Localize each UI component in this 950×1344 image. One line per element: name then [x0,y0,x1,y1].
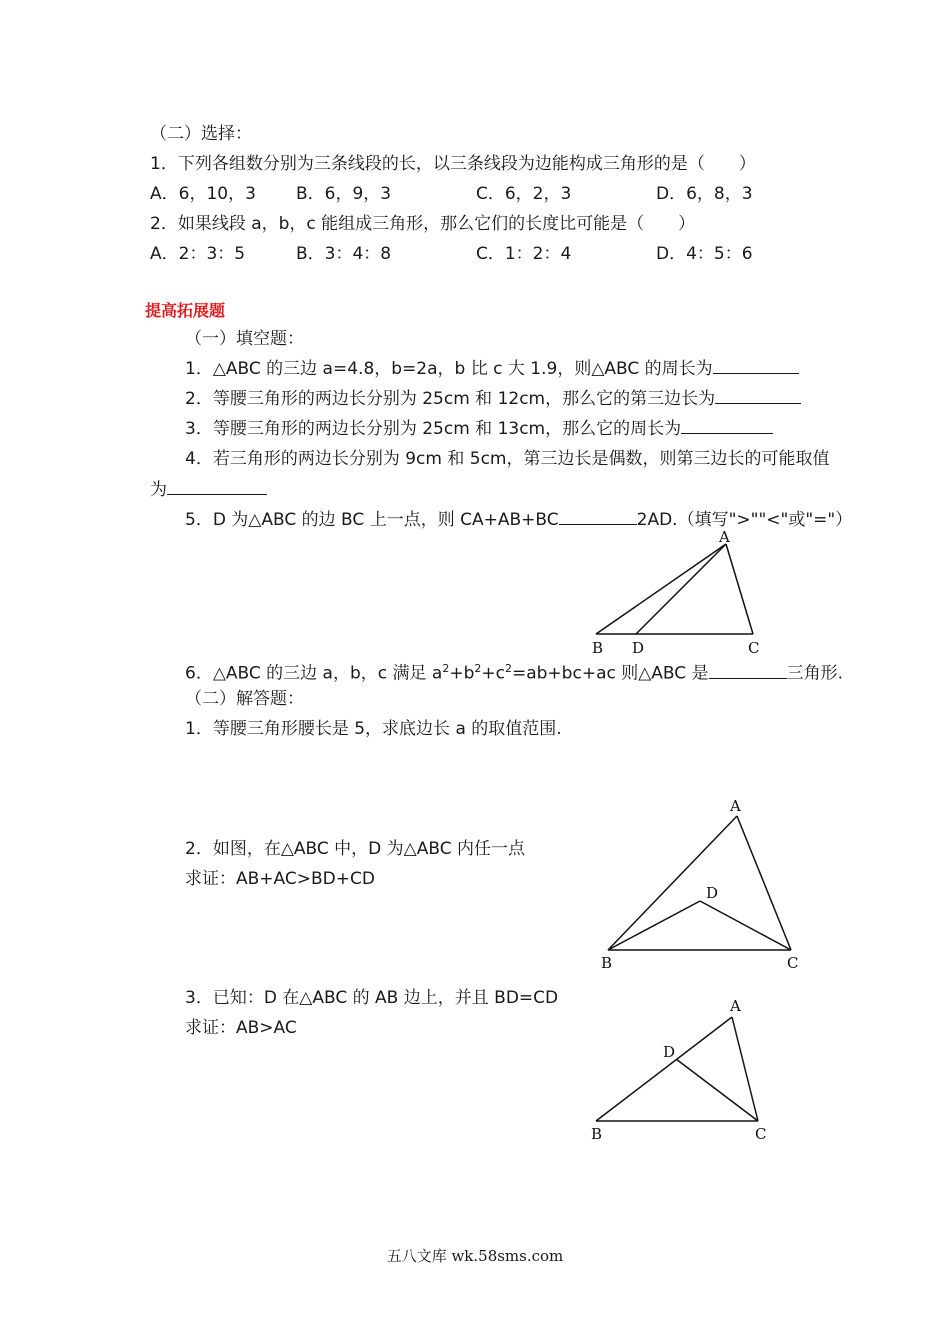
page-footer: 五八文库 wk.58sms.com [386,1247,564,1265]
fill-q4-blank[interactable] [167,478,267,495]
fig3-label-d: D [663,1043,676,1061]
q2-option-d: D．4：5：6 [656,244,753,264]
fig2-edge-bd [608,901,700,950]
q2-option-b: B．3：4：8 [296,244,392,264]
figure-triangle-ab [580,995,780,1145]
solve-heading: （二）解答题： [185,689,304,709]
fill-q6-mid3: =ab+bc+ac 则△ABC 是 [511,663,709,684]
fill-q5-text: 5．D 为△ABC 的边 BC 上一点，则 CA+AB+BC [185,510,559,530]
fill-q4-text2: 为 [150,480,167,500]
fig1-label-b: B [592,639,604,657]
fill-q6-mid1: +b [449,663,475,684]
fill-q1 [185,357,799,380]
fill-q2-text: 2．等腰三角形的两边长分别为 25cm 和 12cm，那么它的第三边长为 [185,389,716,409]
q1-option-d: D．6，8，3 [656,184,753,204]
fig2-label-b: B [601,954,613,972]
fill-q6-after: 三角形. [786,663,843,684]
figure-triangle-interior [590,790,810,975]
fig2-edge-ab [608,816,737,950]
choice-heading: （二）选择： [150,124,252,144]
fill-heading: （一）填空题： [185,329,304,349]
solve-q3-line2: 求证：AB>AC [185,1018,297,1038]
fig1-edge-ab [596,544,726,634]
advanced-title: 提高拓展题 [145,301,226,320]
fig3-edge-dc [676,1059,758,1121]
fill-q6-blank[interactable] [709,662,787,679]
fig1-edge-ac [726,544,753,634]
fill-q6-sup3: 2 [504,662,512,675]
fig2-label-d: D [706,884,719,902]
fig1-label-d: D [632,639,645,657]
fig3-edge-ac [732,1017,758,1121]
fill-q1-blank[interactable] [713,357,799,374]
solve-q3-line1: 3．已知：D 在△ABC 的 AB 边上，并且 BD=CD [185,988,559,1008]
fill-q6-text: 6．△ABC 的三边 a，b，c 满足 a [185,663,443,684]
q2-option-c: C．1：2：4 [476,244,572,264]
fill-q2 [185,387,801,410]
fill-q1-text: 1．△ABC 的三边 a=4.8，b=2a，b 比 c 大 1.9，则△ABC 的周长为 [185,359,713,379]
solve-q2-line2: 求证：AB+AC>BD+CD [185,869,375,889]
fill-q3 [185,417,773,440]
fig1-edge-ad [636,544,726,634]
fig1-label-a: A [719,528,730,546]
fig2-label-a: A [730,797,741,815]
fill-q2-blank[interactable] [715,387,801,404]
fig3-label-b: B [591,1125,603,1143]
q1-option-c: C．6，2，3 [476,184,572,204]
fig3-edge-ab [596,1017,732,1121]
fig2-edge-dc [700,901,791,950]
fill-q6-sup1: 2 [442,662,450,675]
fill-q4-line2 [150,478,267,501]
fill-q3-blank[interactable] [681,417,773,434]
fig2-edge-ac [737,816,791,950]
choice-q1: 1．下列各组数分别为三条线段的长，以三条线段为边能构成三角形的是（ ） [150,154,756,174]
fill-q5-blank[interactable] [559,508,637,525]
fill-q4-line1: 4．若三角形的两边长分别为 9cm 和 5cm，第三边长是偶数，则第三边长的可能取值 [185,449,830,469]
solve-q2-line1: 2．如图，在△ABC 中，D 为△ABC 内任一点 [185,839,525,859]
fill-q3-text: 3．等腰三角形的两边长分别为 25cm 和 13cm，那么它的周长为 [185,419,682,439]
solve-q1: 1．等腰三角形腰长是 5，求底边长 a 的取值范围. [185,719,562,739]
fill-q5-text2: 2AD.（填写">""<"或"="） [636,510,853,530]
fig1-label-c: C [748,639,760,657]
fill-q6-sup2: 2 [474,662,482,675]
q1-option-b: B．6，9，3 [296,184,392,204]
fig3-label-a: A [730,997,741,1015]
choice-q2: 2．如果线段 a，b，c 能组成三角形，那么它们的长度比可能是（ ） [150,214,696,234]
fill-q6 [185,658,843,685]
q2-option-a: A．2：3：5 [150,244,246,264]
fig2-label-c: C [787,954,799,972]
figure-triangle-bc [580,528,780,658]
fig3-label-c: C [755,1125,767,1143]
fill-q6-mid2: +c [481,663,505,684]
q1-option-a: A．6，10，3 [150,184,256,204]
